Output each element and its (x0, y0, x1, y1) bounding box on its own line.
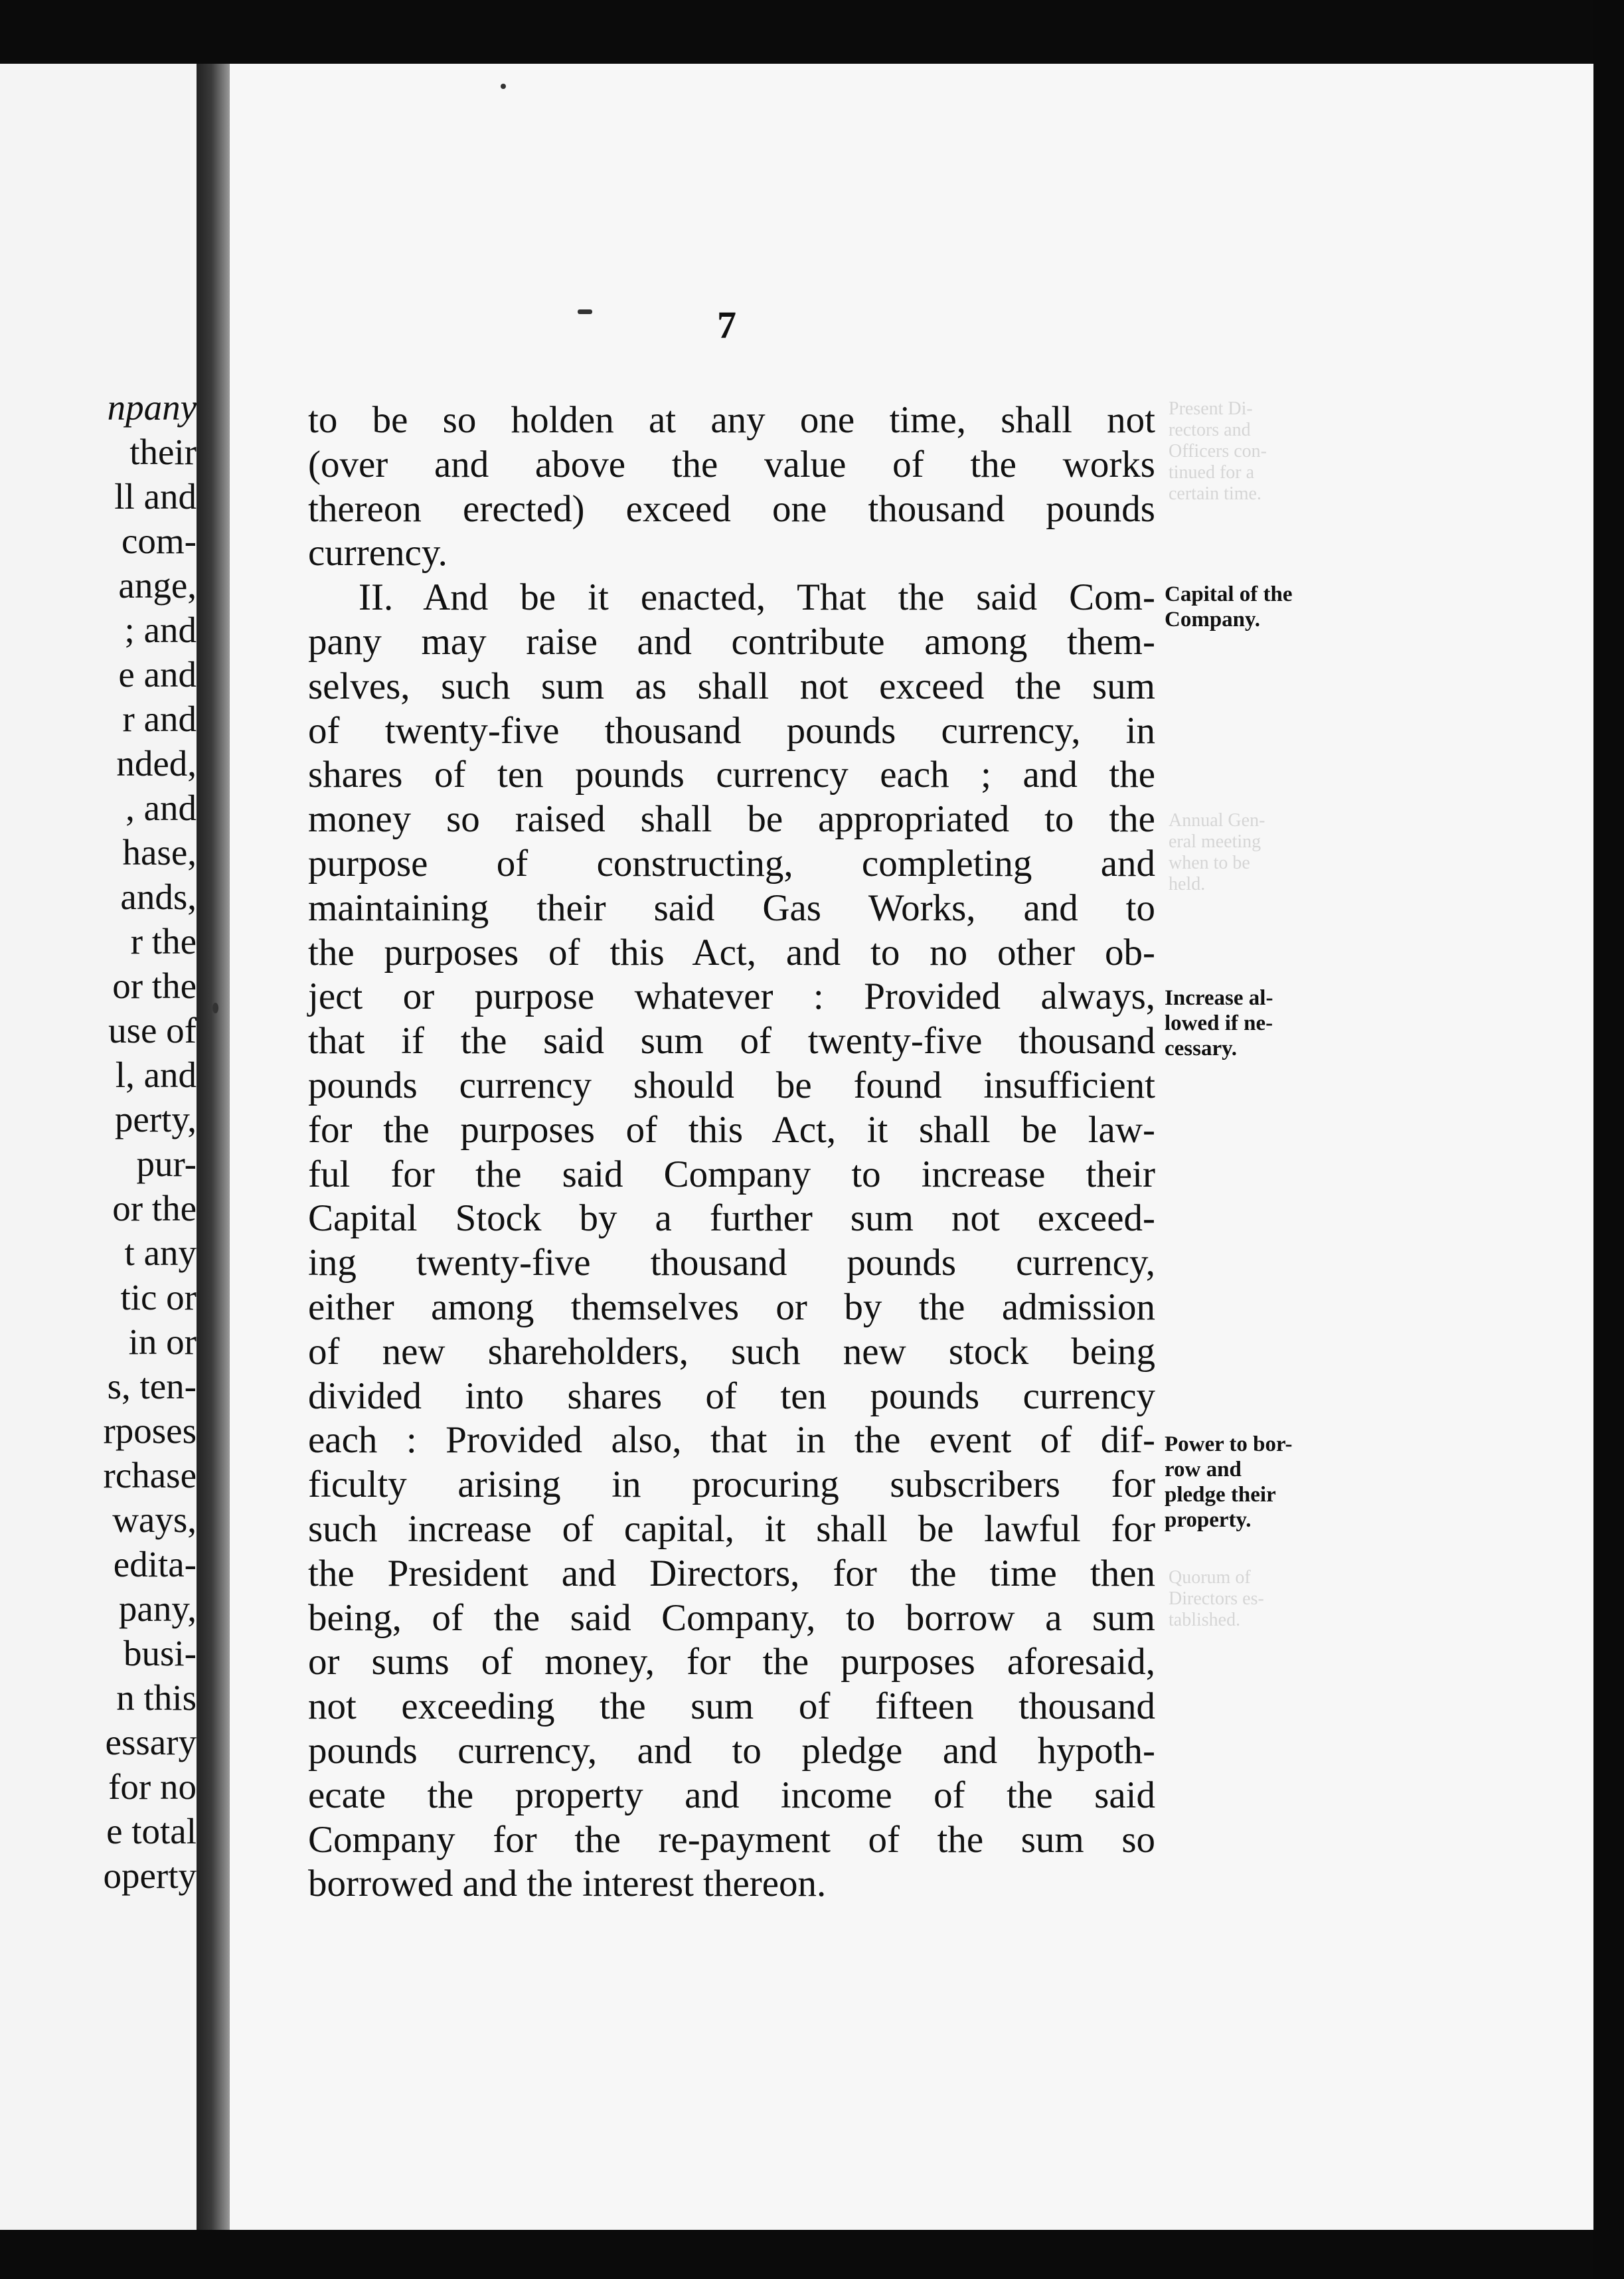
left-page-text-fragment: perty, (114, 1099, 197, 1140)
text-line: ecate the property and income of the said (308, 1774, 1155, 1816)
text-line: of new shareholders, such new stock being (308, 1330, 1155, 1373)
left-page-text-fragment: pany, (118, 1588, 197, 1629)
left-page-text-fragment: hase, (122, 832, 197, 873)
margin-note-increase: Increase al- lowed if ne- cessary. (1165, 986, 1273, 1060)
text-line: pany may raise and contribute among them- (308, 621, 1155, 663)
left-page-text-fragment: operty (103, 1855, 197, 1896)
text-line: purpose of constructing, completing and (308, 843, 1155, 885)
text-line: that if the said sum of twenty-five thousand (308, 1020, 1155, 1062)
text-line: Capital Stock by a further sum not exceed- (308, 1197, 1155, 1240)
left-page-text-fragment: rposes (103, 1410, 197, 1451)
left-page-text-fragment: edita- (113, 1544, 197, 1584)
text-line: ficulty arising in procuring subscribers for (308, 1464, 1155, 1506)
left-page-text-fragment: nded, (116, 743, 197, 784)
left-page-text-fragment: t any (124, 1232, 197, 1273)
text-line: each : Provided also, that in the event of dif- (308, 1419, 1155, 1462)
left-page-text-fragment: in or (128, 1321, 197, 1362)
show-through-text: Present Di- rectors and Officers con- tinued for a certain time. (1169, 398, 1267, 504)
ink-speck (212, 1003, 218, 1013)
left-page-text-fragment: npany (107, 387, 197, 428)
text-line: not exceeding the sum of fifteen thousand (308, 1685, 1155, 1728)
text-line: for the purposes of this Act, it shall be law- (308, 1108, 1155, 1151)
left-page-text-fragment: their (129, 432, 197, 472)
text-line: or sums of money, for the purposes aforesaid, (308, 1641, 1155, 1683)
text-line: currency. (308, 532, 447, 574)
left-page-text-fragment: ange, (118, 565, 197, 606)
left-page-text-fragment: e and (118, 654, 197, 695)
adjacent-left-page (0, 64, 197, 2230)
text-line: ful for the said Company to increase their (308, 1153, 1155, 1195)
text-line: borrowed and the interest thereon. (308, 1863, 827, 1905)
left-page-text-fragment: essary (105, 1722, 197, 1762)
left-page-text-fragment: e total (106, 1811, 197, 1851)
left-page-text-fragment: use of (108, 1010, 197, 1051)
text-line: being, of the said Company, to borrow a sum (308, 1596, 1155, 1639)
text-line: to be so holden at any one time, shall not (308, 399, 1155, 441)
left-page-text-fragment: r and (122, 699, 197, 739)
ink-speck (578, 309, 592, 314)
ink-speck (501, 84, 506, 89)
left-page-text-fragment: ; and (124, 610, 197, 650)
left-page-text-fragment: s, ten- (107, 1366, 197, 1406)
text-line: pounds currency should be found insufficient (308, 1064, 1155, 1106)
left-page-text-fragment: busi- (123, 1633, 197, 1673)
text-line: pounds currency, and to pledge and hypoth- (308, 1730, 1155, 1772)
page-number: 7 (717, 303, 736, 347)
text-line: of twenty-five thousand pounds currency, in (308, 709, 1155, 752)
text-line: the President and Directors, for the time then (308, 1552, 1155, 1594)
text-line: Company for the re-payment of the sum so (308, 1818, 1155, 1861)
text-line: thereon erected) exceed one thousand pounds (308, 487, 1155, 530)
left-page-text-fragment: tic or (120, 1277, 197, 1317)
left-page-text-fragment: ways, (112, 1499, 197, 1540)
left-page-text-fragment: ands, (120, 877, 197, 917)
show-through-text: Quorum of Directors es- tablished. (1169, 1567, 1264, 1630)
left-page-text-fragment: r the (130, 921, 197, 962)
left-page-text-fragment: n this (116, 1677, 197, 1718)
left-page-text-fragment: ll and (114, 476, 197, 517)
show-through-text: Annual Gen- eral meeting when to be held. (1169, 810, 1265, 894)
text-line: maintaining their said Gas Works, and to (308, 886, 1155, 929)
text-line: (over and above the value of the works (308, 443, 1155, 485)
text-line: such increase of capital, it shall be lawful for (308, 1508, 1155, 1550)
left-page-text-fragment: for no (108, 1766, 197, 1807)
text-line: selves, such sum as shall not exceed the sum (308, 665, 1155, 707)
margin-note-borrow: Power to bor- row and pledge their property. (1165, 1432, 1293, 1532)
left-page-text-fragment: rchase (103, 1455, 197, 1495)
left-page-text-fragment: pur- (136, 1143, 197, 1184)
scan-border-right (1593, 0, 1624, 2279)
left-page-text-fragment: or the (112, 966, 197, 1006)
text-line: II. And be it enacted, That the said Com- (359, 576, 1155, 619)
text-line: money so raised shall be appropriated to the (308, 798, 1155, 841)
book-gutter (197, 64, 230, 2230)
text-line: ject or purpose whatever : Provided always, (308, 975, 1155, 1018)
left-page-text-fragment: com- (121, 521, 197, 561)
left-page-text-fragment: , and (125, 788, 197, 828)
text-line: ing twenty-five thousand pounds currency, (308, 1242, 1155, 1284)
text-line: either among themselves or by the admission (308, 1286, 1155, 1328)
text-line: shares of ten pounds currency each ; and the (308, 754, 1155, 796)
left-page-text-fragment: l, and (115, 1055, 197, 1095)
margin-note-capital: Capital of the Company. (1165, 582, 1293, 632)
text-line: divided into shares of ten pounds currency (308, 1375, 1155, 1417)
left-page-text-fragment: or the (112, 1188, 197, 1228)
text-line: the purposes of this Act, and to no other ob- (308, 931, 1155, 973)
